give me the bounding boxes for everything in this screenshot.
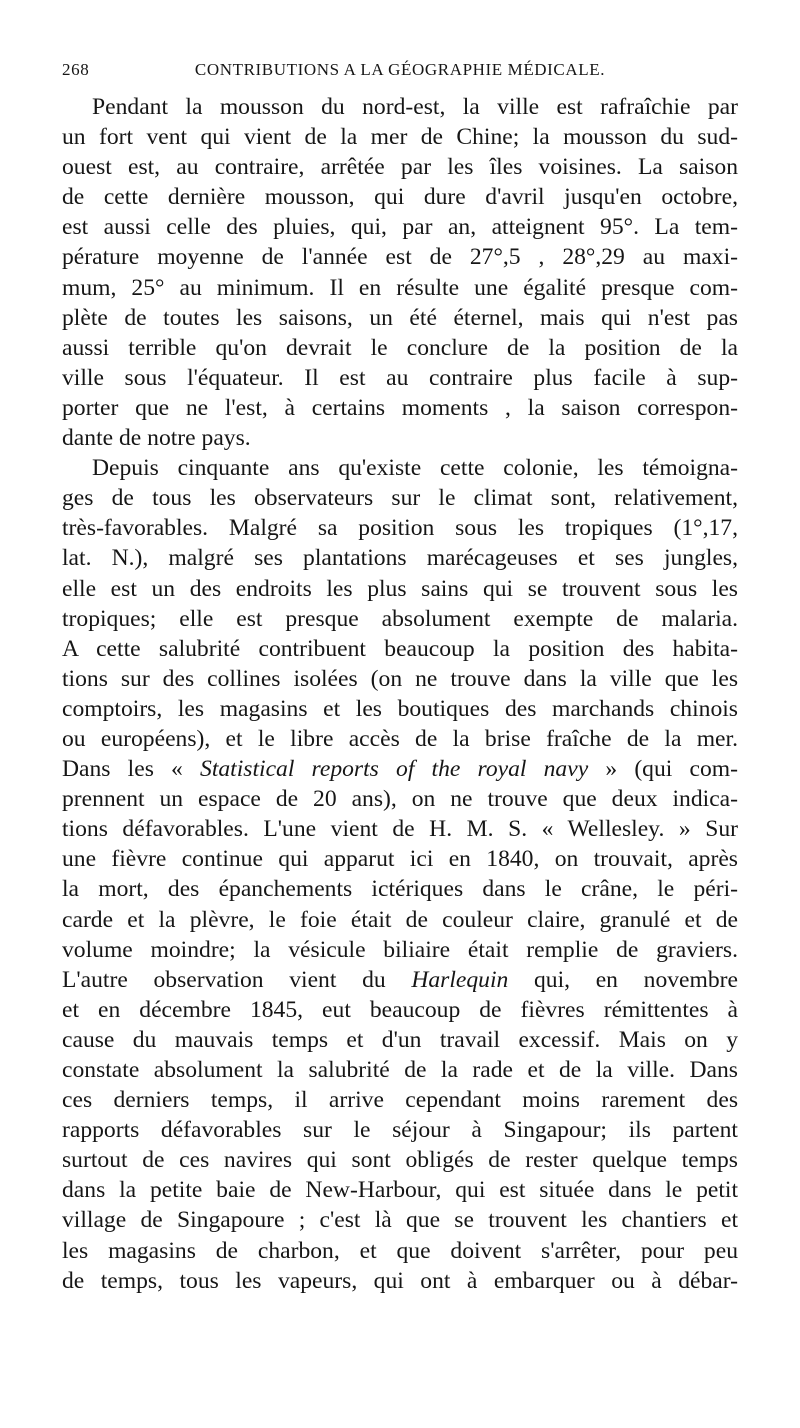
text-line: est aussi celle des pluies, qui, par an, atteignent 95°. La tem- [62,214,738,241]
text-line: tions sur des collines isolées (on ne trouve dans la ville que les [62,665,738,692]
text-line: très-favorables. Malgré sa position sous les tropiques (1°,17, [62,515,738,542]
paragraph-monsoon [62,92,738,453]
text-line: mum, 25° au minimum. Il en résulte une égalité presque com- [62,274,738,301]
text-line: elle est un des endroits les plus sains qui se trouvent sous les [62,575,738,602]
text-line: rapports défavorables sur le séjour à Singapour; ils partent [62,1117,738,1144]
text-line: comptoirs, les magasins et les boutiques des marchands chinois [62,695,738,722]
text-line: ces derniers temps, il arrive cependant moins rarement des [62,1087,738,1114]
italic-ship-name-harlequin: Harlequin [411,966,509,993]
text-line: ville sous l'équateur. Il est au contraire plus facile à sup- [62,364,738,391]
text-line: dante de notre pays. [62,425,251,452]
text-line: les magasins de charbon, et que doivent s'arrêter, pour peu [62,1237,738,1264]
text-line: la mort, des épanchements ictériques dans le crâne, le péri- [62,876,738,903]
body-text [62,92,738,1296]
text-line: village de Singapoure ; c'est là que se trouvent les chantiers et [62,1207,738,1234]
text-line: Depuis cinquante ans qu'existe cette colonie, les témoigna- [92,455,738,482]
running-title: CONTRIBUTIONS A LA GÉOGRAPHIE MÉDICALE. [194,60,606,79]
text-line: volume moindre; la vésicule biliaire était remplie de graviers. [62,936,738,963]
text-line: tropiques; elle est presque absolument exempte de malaria. [62,605,738,632]
text-line: de cette dernière mousson, qui dure d'avril jusqu'en octobre, [62,184,738,211]
text-line: aussi terrible qu'on devrait le conclure de la position de la [62,334,738,361]
text-line: ges de tous les observateurs sur le climat sont, relativement, [62,485,738,512]
page-number: 268 [62,60,90,79]
text-line: de temps, tous les vapeurs, qui ont à embarquer ou à débar- [62,1267,738,1294]
text-line: surtout de ces navires qui sont obligés de rester quelque temps [62,1147,738,1174]
text-line: un fort vent qui vient de la mer de Chine; la mousson du sud- [62,124,738,151]
text-line: ou européens), et le libre accès de la brise fraîche de la mer. [62,725,738,752]
text-line: porter que ne l'est, à certains moments , la saison correspon- [62,394,738,421]
running-header [62,60,738,88]
paragraph-colony [62,453,738,1296]
text-line: cause du mauvais temps et d'un travail excessif. Mais on y [62,1026,738,1053]
text-line: A cette salubrité contribuent beaucoup la position des habita- [62,635,738,662]
text-line: Dans les « Statistical reports of the royal navy » (qui com- [62,756,738,783]
text-line: prennent un espace de 20 ans), on ne trouve que deux indica- [62,786,738,813]
italic-title-statistical-reports: Statistical reports of the royal navy [200,756,589,783]
text-line: une fièvre continue qui apparut ici en 1840, on trouvait, après [62,846,738,873]
text-line: ouest est, au contraire, arrêtée par les îles voisines. La saison [62,154,738,181]
text-line: carde et la plèvre, le foie était de couleur claire, granulé et de [62,906,738,933]
text-line: pérature moyenne de l'année est de 27°,5 , 28°,29 au maxi- [62,244,738,271]
text-line: lat. N.), malgré ses plantations marécageuses et ses jungles, [62,545,738,572]
text-line: constate absolument la salubrité de la rade et de la ville. Dans [62,1057,738,1083]
text-line: dans la petite baie de New-Harbour, qui est située dans le petit [62,1177,738,1204]
text-line: tions défavorables. L'une vient de H. M. S. « Wellesley. » Sur [62,816,738,843]
text-line: L'autre observation vient du Harlequin qui, en novembre [62,966,738,993]
text-line: plète de toutes les saisons, un été éternel, mais qui n'est pas [62,304,738,331]
text-line: et en décembre 1845, eut beaucoup de fièvres rémittentes à [62,996,738,1023]
text-line: Pendant la mousson du nord-est, la ville est rafraîchie par [92,94,738,120]
